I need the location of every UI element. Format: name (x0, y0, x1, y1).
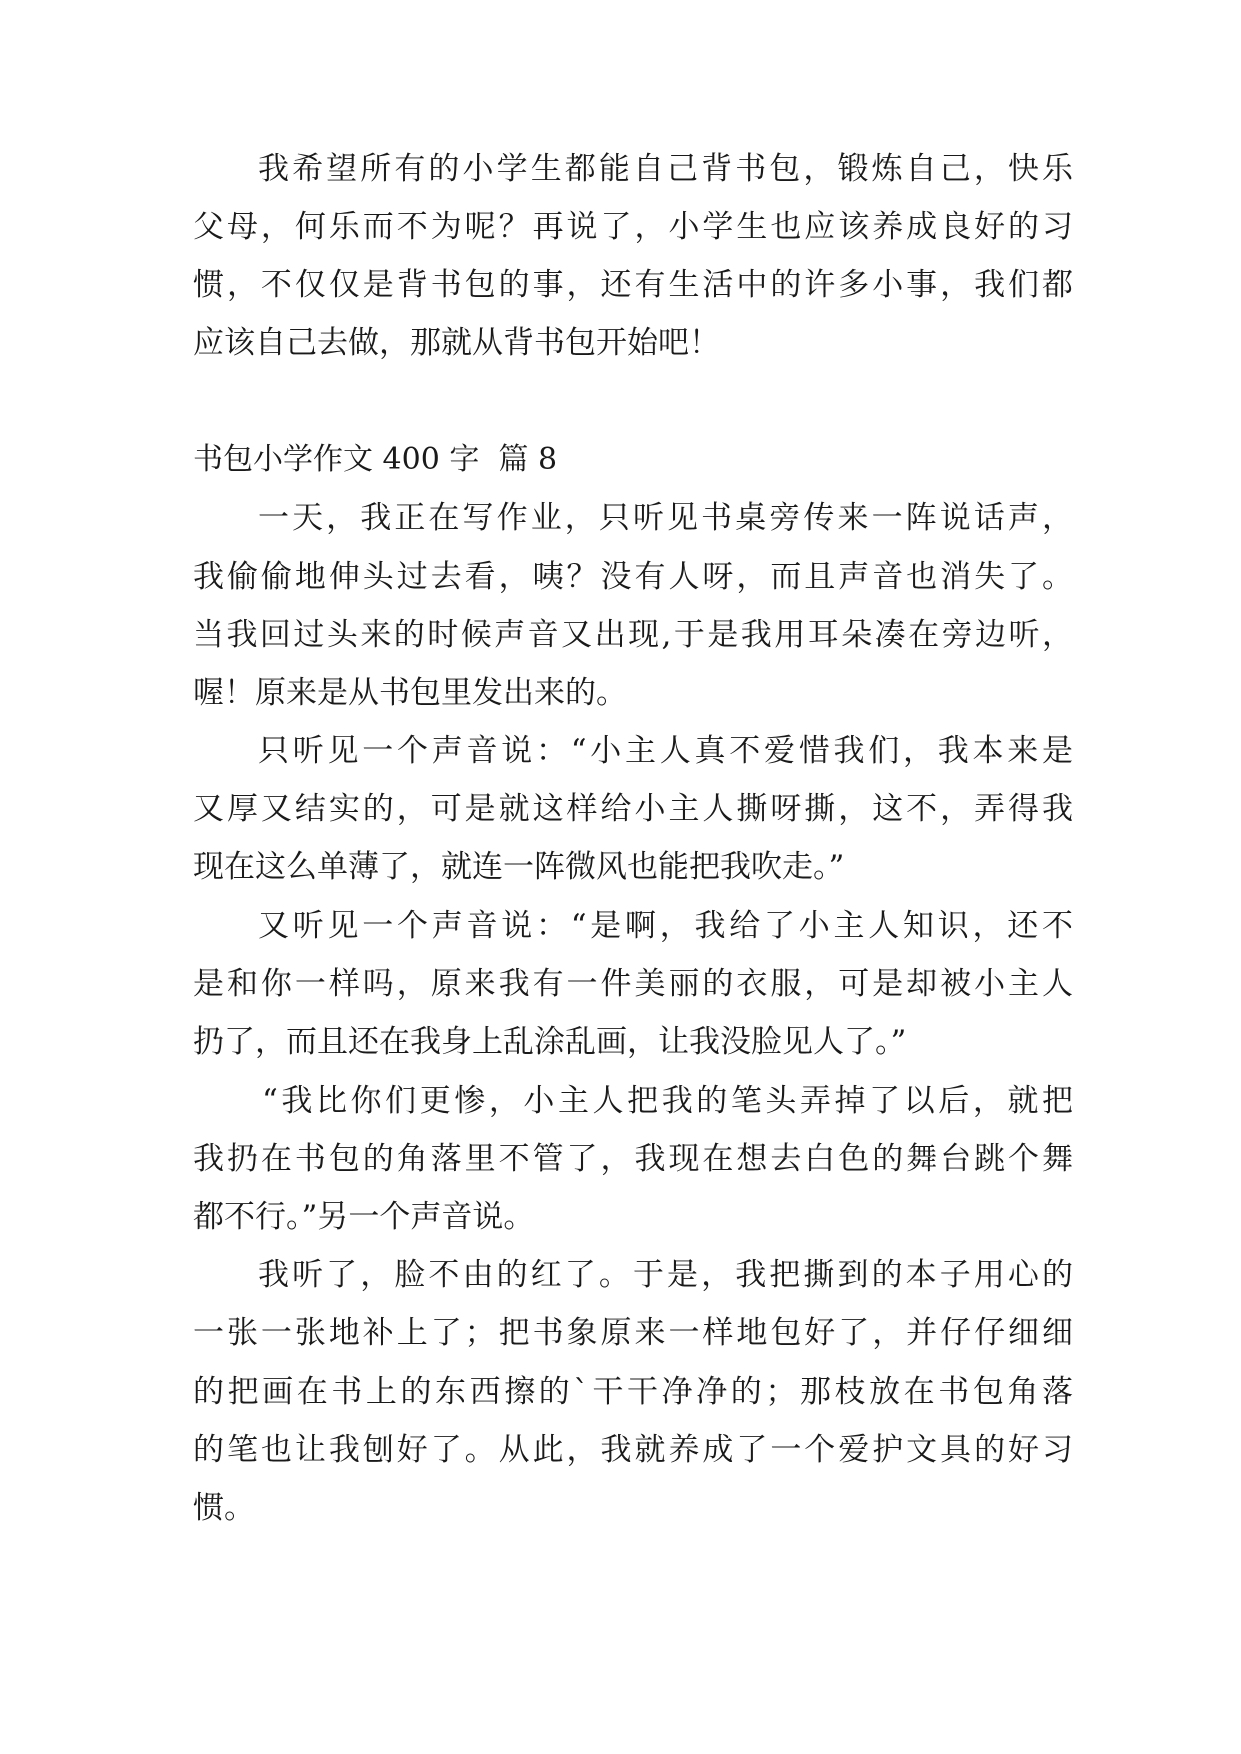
paragraph-3-line-2: 又厚又结实的，可是就这样给小主人撕呀撕，这不，弄得我 (193, 791, 1073, 827)
paragraph-4-line-1: 又听见一个声音说：“是啊，我给了小主人知识，还不 (258, 908, 1073, 944)
paragraph-1-line-3: 惯，不仅仅是背书包的事，还有生活中的许多小事，我们都 (193, 267, 1073, 303)
paragraph-1-line-2: 父母，何乐而不为呢？再说了，小学生也应该养成良好的习 (193, 209, 1073, 245)
paragraph-6-line-1: 我听了，脸不由的红了。于是，我把撕到的本子用心的 (258, 1257, 1073, 1293)
paragraph-2-line-4: 喔！原来是从书包里发出来的。 (193, 675, 627, 711)
paragraph-5-line-3: 都不行。”另一个声音说。 (193, 1199, 535, 1235)
paragraph-5-line-2: 我扔在书包的角落里不管了，我现在想去白色的舞台跳个舞 (193, 1141, 1073, 1177)
paragraph-2-line-2: 我偷偷地伸头过去看，咦？没有人呀，而且声音也消失了。 (193, 559, 1073, 595)
paragraph-1-line-4: 应该自己去做，那就从背书包开始吧！ (193, 325, 720, 361)
paragraph-6-line-3: 的把画在书上的东西擦的`干干净净的；那枝放在书包角落 (193, 1374, 1073, 1410)
paragraph-3-line-1: 只听见一个声音说：“小主人真不爱惜我们，我本来是 (258, 733, 1073, 769)
paragraph-3-line-3: 现在这么单薄了，就连一阵微风也能把我吹走。” (193, 849, 845, 885)
paragraph-1-line-1: 我希望所有的小学生都能自己背书包，锻炼自己，快乐 (258, 151, 1073, 187)
paragraph-4-line-2: 是和你一样吗，原来我有一件美丽的衣服，可是却被小主人 (193, 966, 1073, 1002)
paragraph-5-line-1: “我比你们更惨，小主人把我的笔头弄掉了以后，就把 (262, 1083, 1073, 1119)
paragraph-2-line-1: 一天，我正在写作业，只听见书桌旁传来一阵说话声， (258, 500, 1073, 536)
paragraph-4-line-3: 扔了，而且还在我身上乱涂乱画，让我没脸见人了。” (193, 1024, 907, 1060)
paragraph-6-line-2: 一张一张地补上了；把书象原来一样地包好了，并仔仔细细 (193, 1315, 1073, 1351)
paragraph-6-line-5: 惯。 (193, 1490, 255, 1526)
paragraph-2-line-3: 当我回过头来的时候声音又出现,于是我用耳朵凑在旁边听， (193, 617, 1073, 653)
paragraph-6-line-4: 的笔也让我刨好了。从此，我就养成了一个爱护文具的好习 (193, 1432, 1073, 1468)
section-heading: 书包小学作文 400 字 篇 8 (193, 442, 558, 477)
